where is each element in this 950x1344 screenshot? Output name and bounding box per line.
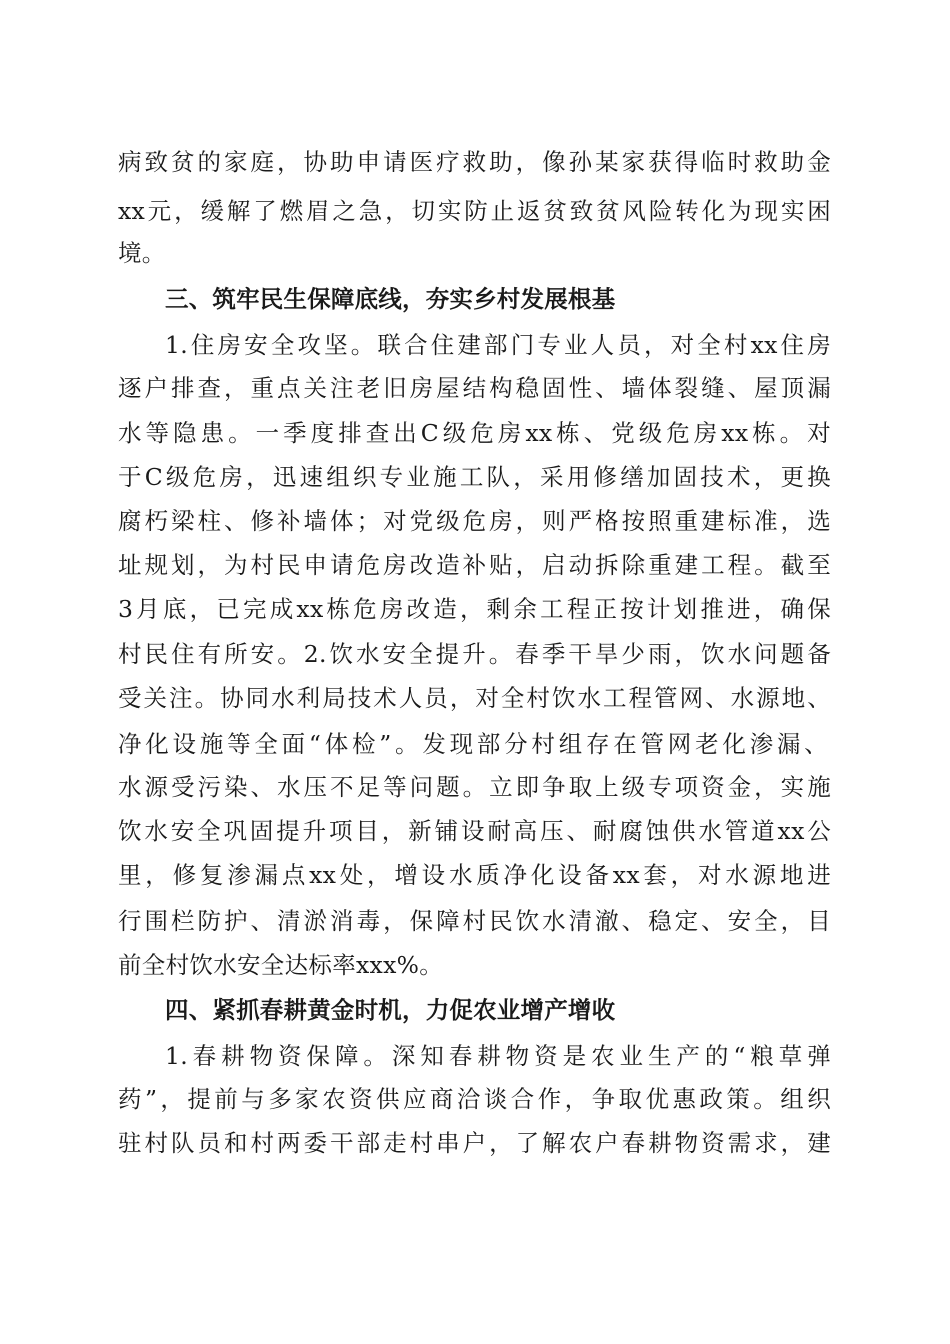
paragraph-line: 址规划，为村民申请危房改造补贴，启动拆除重建工程。截至 (118, 551, 831, 579)
paragraph-line: 前全村饮水安全达标率xxx%。 (118, 951, 444, 979)
section-heading-3: 三、筑牢民生保障底线，夯实乡村发展根基 (165, 285, 616, 313)
paragraph-line: 药”，提前与多家农资供应商洽谈合作，争取优惠政策。组织 (118, 1085, 831, 1113)
paragraph-line: 驻村队员和村两委干部走村串户，了解农户春耕物资需求，建 (118, 1129, 831, 1157)
paragraph-line: 逐户排查，重点关注老旧房屋结构稳固性、墙体裂缝、屋顶漏 (118, 374, 831, 402)
paragraph-line: 1.住房安全攻坚。联合住建部门专业人员，对全村xx住房 (165, 331, 831, 359)
paragraph-line: 病致贫的家庭，协助申请医疗救助，像孙某家获得临时救助金 (118, 148, 831, 176)
paragraph-line: 境。 (118, 239, 166, 267)
paragraph-line: 受关注。协同水利局技术人员，对全村饮水工程管网、水源地、 (118, 684, 831, 712)
paragraph-line: 水源受污染、水压不足等问题。立即争取上级专项资金，实施 (118, 773, 831, 801)
paragraph-line: 于C级危房，迅速组织专业施工队，采用修缮加固技术，更换 (118, 463, 831, 491)
section-heading-4: 四、紧抓春耕黄金时机，力促农业增产增收 (165, 996, 616, 1024)
paragraph-line: 净化设施等全面“体检”。发现部分村组存在管网老化渗漏、 (118, 730, 828, 758)
paragraph-line: 里，修复渗漏点xx处，增设水质净化设备xx套，对水源地进 (118, 861, 831, 889)
paragraph-line: 饮水安全巩固提升项目，新铺设耐高压、耐腐蚀供水管道xx公 (118, 817, 831, 845)
paragraph-line: xx元，缓解了燃眉之急，切实防止返贫致贫风险转化为现实困 (118, 197, 831, 225)
paragraph-line: 水等隐患。一季度排查出C级危房xx栋、党级危房xx栋。对 (118, 419, 831, 447)
paragraph-line: 腐朽梁柱、修补墙体；对党级危房，则严格按照重建标准，选 (118, 507, 831, 535)
paragraph-line: 3月底，已完成xx栋危房改造，剩余工程正按计划推进，确保 (118, 595, 831, 623)
paragraph-line: 行围栏防护、清淤消毒，保障村民饮水清澈、稳定、安全，目 (118, 907, 831, 935)
paragraph-line: 村民住有所安。2.饮水安全提升。春季干旱少雨，饮水问题备 (118, 640, 831, 668)
paragraph-line: 1.春耕物资保障。深知春耕物资是农业生产的“粮草弹 (165, 1042, 831, 1070)
